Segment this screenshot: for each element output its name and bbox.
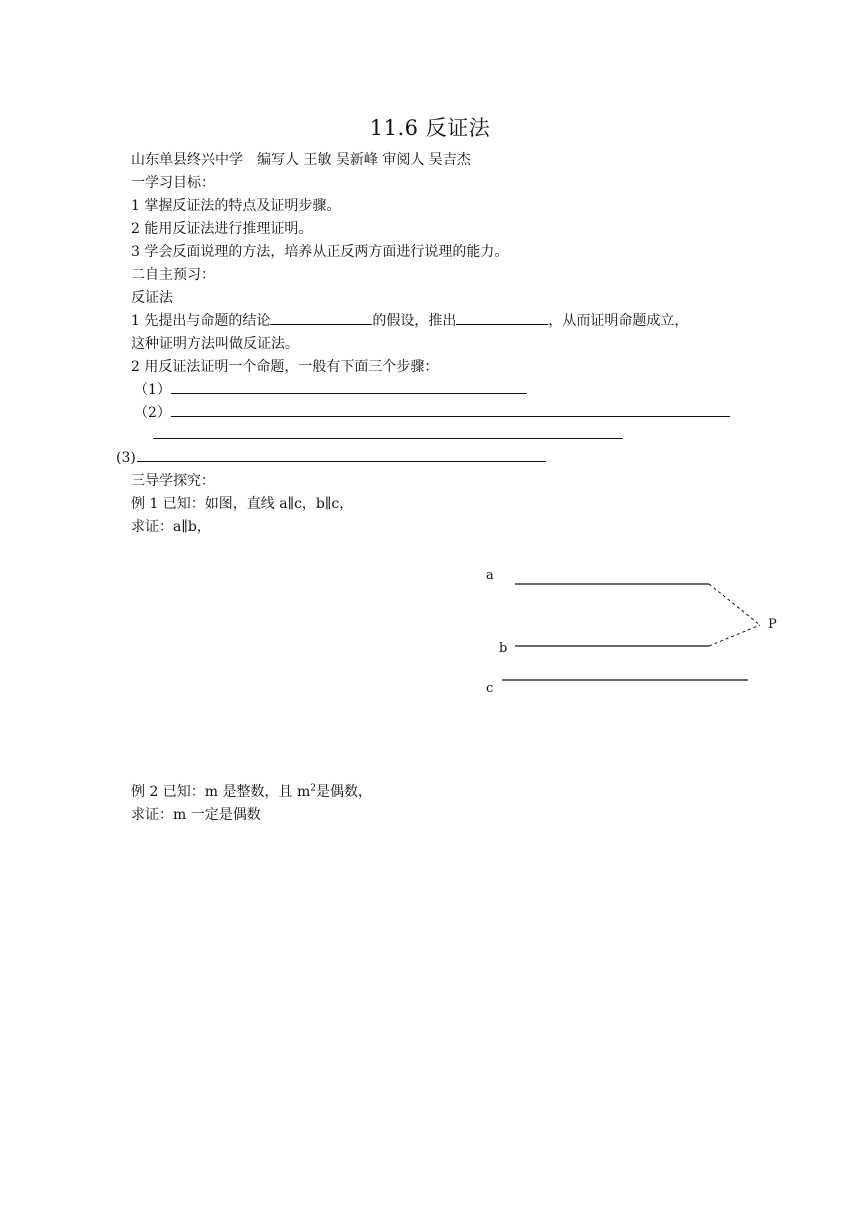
- example-2-given-a: 例 2 已知：m 是整数，且 m: [131, 784, 311, 800]
- objective-3: 3 学会反面说理的方法，培养从正反两方面进行说理的能力。: [131, 244, 509, 260]
- exponent-2: 2: [310, 783, 316, 794]
- section2-subheading: 反证法: [131, 290, 173, 306]
- question-1-continued: 这种证明方法叫做反证法。: [131, 336, 299, 352]
- fill-blank-2[interactable]: [456, 310, 548, 325]
- section1-heading: 一学习目标：: [131, 175, 215, 191]
- objective-2: 2 能用反证法进行推理证明。: [131, 221, 313, 237]
- step-2-answer-line[interactable]: [171, 416, 730, 417]
- point-p-label: P: [768, 617, 777, 632]
- line-a-label: a: [486, 568, 494, 583]
- question-2: 2 用反证法证明一个命题，一般有下面三个步骤：: [131, 359, 439, 375]
- page-title: 11.6 反证法: [369, 116, 491, 140]
- line-c-label: c: [486, 681, 494, 696]
- example-2-prove: 求证：m 一定是偶数: [131, 807, 261, 823]
- step-3-label: (3): [116, 450, 136, 466]
- example-1-prove: 求证：a∥b，: [131, 519, 211, 535]
- step-2-answer-line-continued[interactable]: [153, 438, 623, 439]
- step-1-answer-line[interactable]: [171, 393, 527, 394]
- step-2-label: （2）: [134, 405, 171, 421]
- section2-heading: 二自主预习：: [131, 267, 215, 283]
- question-1: [131, 310, 688, 332]
- step-3-answer-line[interactable]: [137, 461, 546, 462]
- author-line: 山东单县终兴中学 编写人 王敏 吴新峰 审阅人 吴吉杰: [131, 152, 471, 168]
- dashed-extension-a: [709, 584, 760, 625]
- objective-1: 1 掌握反证法的特点及证明步骤。: [131, 198, 341, 214]
- step-1-label: （1）: [134, 382, 171, 398]
- fill-blank-1[interactable]: [270, 310, 372, 325]
- section3-heading: 三导学探究：: [131, 473, 215, 489]
- example-2-given-b: 是偶数，: [316, 784, 372, 800]
- parallel-lines-figure: [470, 555, 790, 705]
- question-1-part-a: 1 先提出与命题的结论: [131, 313, 271, 329]
- line-b-label: b: [499, 641, 508, 656]
- question-1-part-b: 的假设，推出: [372, 313, 457, 329]
- question-1-part-c: ，从而证明命题成立，: [548, 313, 689, 329]
- example-1-given: 例 1 已知：如图，直线 a∥c，b∥c，: [131, 496, 354, 512]
- dashed-extension-b: [709, 625, 760, 646]
- example-2-given: [131, 781, 372, 803]
